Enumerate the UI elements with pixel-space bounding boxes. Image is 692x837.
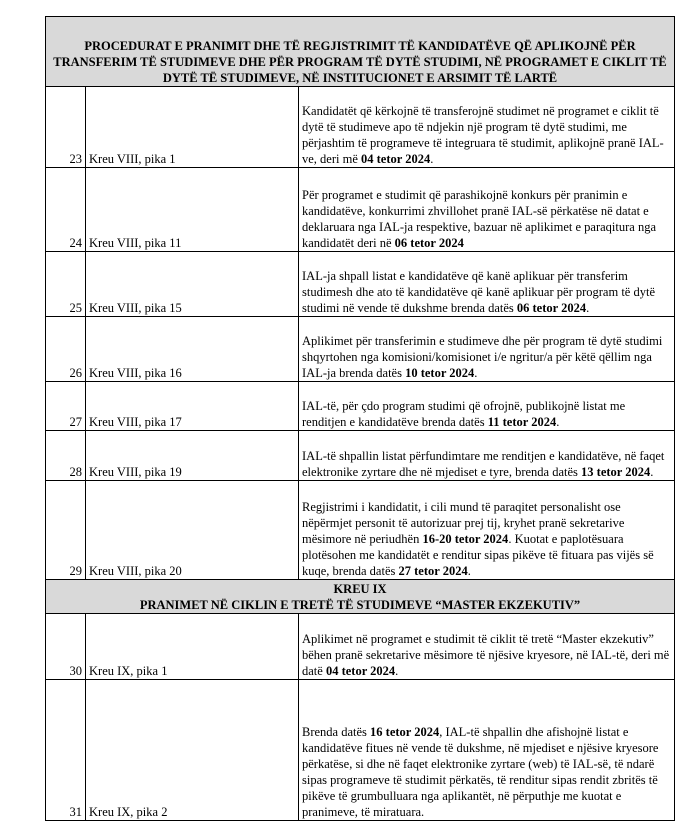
row-number: 26 — [46, 317, 86, 382]
row-description: IAL-ja shpall listat e kandidatëve që kanë aplikuar për transferim studimesh dhe ato të kandidatëve që kanë aplikuar për program të dytë studimi në vende të dukshme brenda datës 06 tetor 2024. — [299, 252, 675, 317]
row-reference: Kreu VIII, pika 16 — [86, 317, 299, 382]
deadline-date: 27 tetor 2024 — [398, 564, 468, 578]
row-description: Për programet e studimit që parashikojnë konkurs për pranimin e kandidatëve, konkurrimi zhvillohet pranë IAL-së përkatëse në datat e deklaruara nga IAL-ja respektive, bazuar në aplikimet e paraqitura nga kandidatët deri në 06 tetor 2024 — [299, 168, 675, 252]
deadline-date: 16-20 tetor 2024 — [422, 532, 509, 546]
deadline-date: 10 tetor 2024 — [405, 366, 475, 380]
row-number: 31 — [46, 680, 86, 821]
row-description: Kandidatët që kërkojnë të transferojnë studimet në programet e ciklit të dytë të studimeve apo të ndjekin një program të dytë studimi, me përjashtim të programeve të integruara të studimit, aplikojnë pranë IAL-ve, deri më 04 tetor 2024. — [299, 87, 675, 168]
row-reference: Kreu VIII, pika 15 — [86, 252, 299, 317]
row-reference: Kreu VIII, pika 20 — [86, 481, 299, 580]
chapter-title: KREU IX — [333, 582, 387, 596]
section-heading: PROCEDURAT E PRANIMIT DHE TË REGJISTRIMIT TË KANDIDATËVE QË APLIKOJNË PËR TRANSFERIM TË STUDIMEVE DHE PËR PROGRAM TË DYTË STUDIMI, NË PROGRAMET E CIKLIT TË DYTË TË STUDIMEVE, NË INSTITUCIONET E ARSIMIT TË LARTË — [46, 17, 675, 87]
section-header-row — [46, 17, 675, 87]
row-reference: Kreu VIII, pika 17 — [86, 382, 299, 431]
row-reference: Kreu VIII, pika 1 — [86, 87, 299, 168]
deadline-date: 06 tetor 2024 — [516, 301, 587, 315]
table-row — [46, 252, 675, 317]
table-row — [46, 614, 675, 680]
row-reference: Kreu VIII, pika 19 — [86, 431, 299, 481]
deadline-date: 13 tetor 2024 — [581, 465, 651, 479]
row-reference: Kreu VIII, pika 11 — [86, 168, 299, 252]
row-description: Aplikimet për transferimin e studimeve dhe për program të dytë studimi shqyrtohen nga komisioni/komisionet i/e ngritur/a për këtë qëllim nga IAL-ja brenda datës 10 tetor 2024. — [299, 317, 675, 382]
deadline-date: 16 tetor 2024 — [370, 725, 440, 739]
row-description: Aplikimet në programet e studimit të ciklit të tretë “Master ekzekutiv” bëhen pranë sekretarive mësimore të njësive kryesore, në IAL-të, deri më datë 04 tetor 2024. — [299, 614, 675, 680]
section-heading — [46, 580, 675, 614]
row-description: IAL-të, për çdo program studimi që ofrojnë, publikojnë listat me renditjen e kandidatëve brenda datës 11 tetor 2024. — [299, 382, 675, 431]
row-description: Regjistrimi i kandidatit, i cili mund të paraqitet personalisht ose nëpërmjet personit të autorizuar prej tij, kryhet pranë sekretarive mësimore në periudhën 16-20 tetor 2024. Kuotat e paplotësuara plotësohen me kandidatët e renditur sipas pikëve të fituara pas vijës së kuqe, brenda datës 27 tetor 2024. — [299, 481, 675, 580]
table-row — [46, 382, 675, 431]
row-description: Brenda datës 16 tetor 2024, IAL-të shpallin dhe afishojnë listat e kandidatëve fitues në vende të dukshme, në mjediset e njësive kryesore përkatëse, si dhe në faqet elektronike zyrtare (web) të IAL-së, të ndarë sipas programeve të studimit përkatës, të renditur sipas rendit zbritës të pikëve të grumbulluara nga aplikantët, në përputhje me kuotat e pranimeve, të miratuara. — [299, 680, 675, 821]
deadline-date: 06 tetor 2024 — [394, 236, 464, 250]
table-row — [46, 481, 675, 580]
row-number: 24 — [46, 168, 86, 252]
row-number: 27 — [46, 382, 86, 431]
table-row — [46, 680, 675, 821]
row-number: 28 — [46, 431, 86, 481]
table-row — [46, 431, 675, 481]
row-number: 23 — [46, 87, 86, 168]
schedule-table — [45, 16, 675, 821]
row-number: 30 — [46, 614, 86, 680]
row-description: IAL-të shpallin listat përfundimtare me renditjen e kandidatëve, në faqet elektronike zyrtare dhe në mjediset e tyre, brenda datës 13 tetor 2024. — [299, 431, 675, 481]
row-reference: Kreu IX, pika 2 — [86, 680, 299, 821]
deadline-date: 04 tetor 2024 — [361, 152, 431, 166]
row-number: 29 — [46, 481, 86, 580]
row-reference: Kreu IX, pika 1 — [86, 614, 299, 680]
table-row — [46, 168, 675, 252]
chapter-subtitle: PRANIMET NË CIKLIN E TRETË TË STUDIMEVE “MASTER EKZEKUTIV” — [139, 598, 581, 612]
section-header-row — [46, 580, 675, 614]
deadline-date: 11 tetor 2024 — [487, 415, 557, 429]
deadline-date: 04 tetor 2024 — [325, 664, 396, 678]
table-row — [46, 87, 675, 168]
table-row — [46, 317, 675, 382]
row-number: 25 — [46, 252, 86, 317]
